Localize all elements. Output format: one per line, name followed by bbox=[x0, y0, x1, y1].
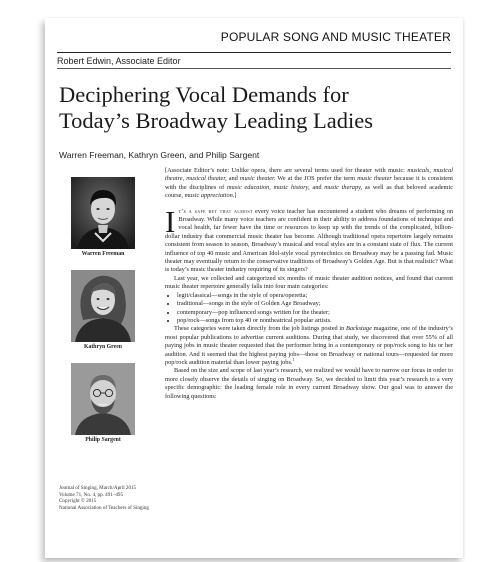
portrait-man-beard-glasses-icon bbox=[71, 363, 135, 435]
list-item: • legit/classical—songs in the style of opera/operetta; bbox=[177, 292, 453, 300]
caption-kathryn-green: Kathryn Green bbox=[83, 344, 123, 350]
category-list bbox=[165, 292, 453, 326]
body-paragraph-1: It’s a safe bet that almost every voice teacher has encountered a student who dreams of performing on Broadway. While many voice teachers are confident in their ability to address foundations of technique and vocal health, far fewer have the time or resources to keep up with the trends of the complicated, billion-dollar industry that commercial music theater has become. Although traditional opera repertoire largely remains consistent from season to season, Broadway’s musical and vocal styles are in a constant state of flux. The current influence of top 40 music and American Idol-style vocal pyrotechnics on Broadway may be a passing fad. Music theater may eventually return to the conservative traditions of Broadway’s Golden Age. But is that realistic? What is today’s music theater industry requiring of its singers? bbox=[165, 203, 453, 274]
citation-line: Volume 71, No. 4, pp. 491–495 bbox=[59, 491, 124, 498]
editor-rule bbox=[57, 68, 451, 69]
citation-line: Journal of Singing, March/April 2015 bbox=[59, 485, 137, 491]
lead-in: t’s a safe bet that almost bbox=[178, 207, 253, 215]
citation-line: National Association of Teachers of Singing bbox=[59, 504, 149, 511]
citation-line: Copyright © 2015 bbox=[59, 498, 97, 505]
title-line-1: Deciphering Vocal Demands for bbox=[59, 82, 349, 107]
caption-philip-sargent: Philip Sargent bbox=[85, 437, 121, 443]
list-item: • contemporary—pop influenced songs written for the theater; bbox=[177, 309, 453, 317]
body-paragraph-4: Based on the size and scope of last year’s research, we realized we would have to narrow our focus in order to more closely observe the details of singing on Broadway. So, we decided to limit this year’s research to a very specific demographic: the leading female role in every current Broadway show. Our goal was to answer the following questions: bbox=[165, 367, 453, 400]
body-paragraph-3: These categories were taken directly from the job listings posted in Backstage magazine, one of the industry’s most popular publications to advertise current auditions. During that study, we discovered that over 55% of all paying jobs in music theater requested that the performer bring in a contemporary or pop/rock song to his or her audition. And it seemed that the highest paying jobs—those on Broadway or national tours—requested far more pop/rock audition material than lower paying jobs.$^1$ bbox=[165, 325, 453, 366]
section-label: POPULAR SONG AND MUSIC THEATER bbox=[220, 30, 451, 44]
portrait-man-dark-hair-icon bbox=[71, 177, 135, 249]
journal-citation bbox=[59, 485, 159, 511]
photo-kathryn-green bbox=[71, 270, 135, 342]
list-item: • pop/rock—songs from top 40 or nontheatrical popular artists. bbox=[177, 317, 453, 325]
header-rule bbox=[57, 52, 451, 53]
editor-note: [Associate Editor’s note: Unlike opera, there are several terms used for theater with music: musicals, musical theatre, musical theater, and music theater. We at the JOS prefer the term music theater because it is consistent with the disciplines of music education, music history, and music therapy, as well as that beloved academic course, music appreciation.] bbox=[165, 167, 453, 200]
article-title bbox=[59, 82, 449, 134]
photo-philip-sargent bbox=[71, 363, 135, 435]
footnote-marker: 1 bbox=[292, 356, 295, 362]
body-paragraph-2: Last year, we collected and categorized six months of music theater audition notices, and found that current music theater repertoire generally falls into four main categories: bbox=[165, 274, 453, 291]
article-authors: Warren Freeman, Kathryn Green, and Philip Sargent bbox=[59, 150, 260, 160]
portrait-woman-smiling-icon bbox=[71, 270, 135, 342]
caption-warren-freeman: Warren Freeman bbox=[81, 251, 125, 257]
photo-warren-freeman bbox=[71, 177, 135, 249]
associate-editor: Robert Edwin, Associate Editor bbox=[57, 56, 181, 66]
journal-page bbox=[45, 18, 463, 558]
section-header bbox=[45, 28, 463, 49]
article-body bbox=[165, 167, 453, 401]
list-item: • traditional—songs in the style of Golden Age Broadway; bbox=[177, 300, 453, 308]
drop-cap: I bbox=[165, 203, 176, 239]
title-line-2: Today’s Broadway Leading Ladies bbox=[59, 108, 373, 133]
